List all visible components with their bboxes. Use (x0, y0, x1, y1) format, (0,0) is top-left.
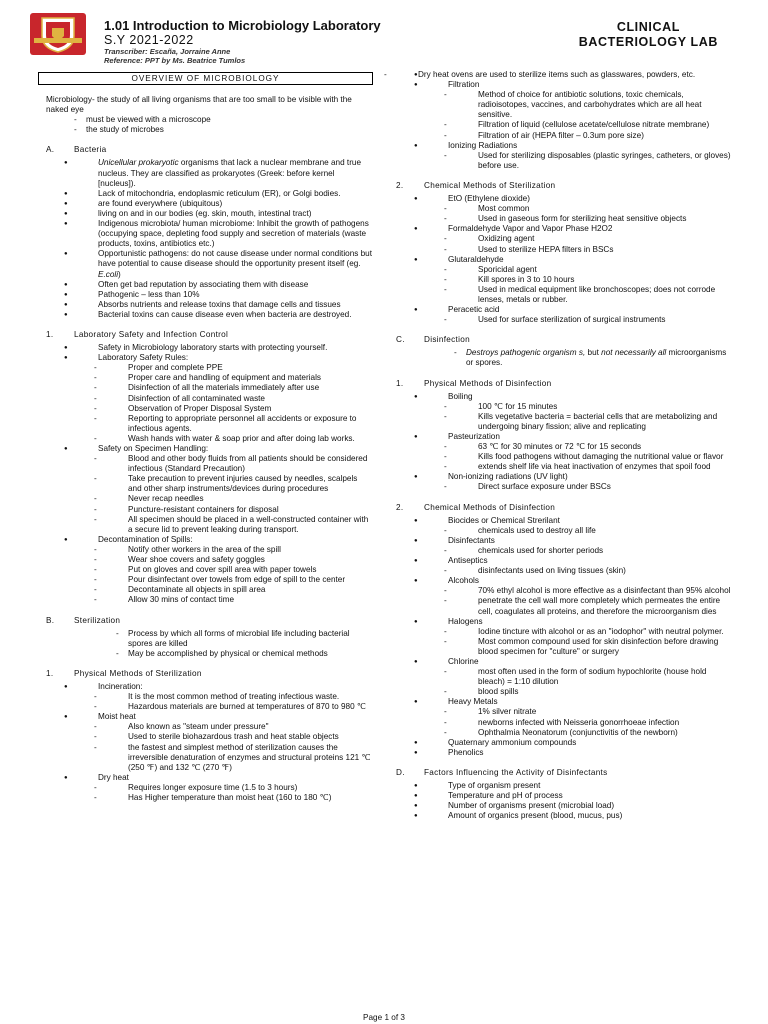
list-item: - Decontaminate all objects in spill area (38, 585, 373, 595)
list-item: - Wash hands with water & soap prior and after doing lab works. (38, 434, 373, 444)
list-item: ● Peracetic acid - Used for surface sterilization of surgical instruments (388, 305, 734, 325)
list-item: ● Bacterial toxins can cause disease even when bacteria are destroyed. (38, 310, 373, 320)
list-item: ● Filtration - Method of choice for antibiotic solutions, toxic chemicals, radioisotopes, vaccines, and carbohydrates which are all heat sensitive. - Filtration of liquid (cellulose acetate/cellulose nitrate membrane) - Filtration of air (HEPA filter – 0.3um pore size) (388, 80, 734, 141)
list-item: - Requires longer exposure time (1.5 to 3 hours) (38, 783, 373, 793)
list-item: - chemicals used for shorter periods (388, 546, 734, 556)
list-item: - Used for sterilizing disposables (plastic syringes, catheters, or gloves) before use. (388, 151, 734, 171)
list-item: - Method of choice for antibiotic solutions, toxic chemicals, radioisotopes, vaccines, and carbohydrates which are all heat sensitive. (388, 90, 734, 120)
list-item: ● Decontamination of Spills: - Notify other workers in the area of the spill - Wear shoe covers and safety goggles - Put on gloves and cover spill area with paper towels - Pour disinfectant over towels from edge of spill to the center - Decontaminate all objects in spill area - Allow 30 mins of contact time (38, 535, 373, 606)
list-item: - Put on gloves and cover spill area with paper towels (38, 565, 373, 575)
list-item: ● Indigenous microbiota/ human microbiome: Inhibit the growth of pathogens (occupying space, depleting food supply and secretion of materials (waste products, toxins, antibiotics etc.) (38, 219, 373, 249)
list-item: ● Heavy Metals - 1% silver nitrate - newborns infected with Neisseria gonorrhoeae infection - Ophthalmia Neonatorum (conjunctivitis of the newborn) (388, 697, 734, 737)
list-item: ● Formaldehyde Vapor and Vapor Phase H2O2 - Oxidizing agent - Used to sterilize HEPA filters in BSCs (388, 224, 734, 254)
list-item: - Puncture-resistant containers for disposal (38, 505, 373, 515)
transcriber-credit: Transcriber: Escaña, Jorraine Anne (104, 47, 231, 56)
section-heading-chemical-disinfection: 2. Chemical Methods of Disinfection (396, 502, 556, 512)
sterilization-list (38, 629, 373, 659)
list-item: ● Alcohols - 70% ethyl alcohol is more effective as a disinfectant than 95% alcohol - penetrate the cell wall more completely which permeates the entire cell, coagulates all proteins, and therefore the microorganism dies (388, 576, 734, 616)
section-heading-bacteria: A. Bacteria (46, 145, 107, 155)
list-item: ● Safety on Specimen Handling: - Blood and other body fluids from all patients should be considered infectious (Standard Precaution) - Take precaution to prevent injuries caused by needles, scalpels and other sharp instruments/devices during procedures - Never recap needles - Puncture-resistant containers for disposal - All specimen should be placed in a well-constructed container with a secure lid to prevent leaking during transport. (38, 444, 373, 535)
list-item: - Kills vegetative bacteria = bacterial cells that are metabolizing and undergoing binary fission; alive and replicating (388, 412, 734, 432)
list-item: ● Lack of mitochondria, endoplasmic reticulum (ER), or Golgi bodies. (38, 189, 373, 199)
list-item: - Most common (388, 204, 734, 214)
list-item: - chemicals used to destroy all life (388, 526, 734, 536)
list-item: - Used to sterile biohazardous trash and heat stable objects (38, 732, 373, 742)
section-heading-disinfection: C. Disinfection (396, 335, 470, 345)
list-item: - Blood and other body fluids from all patients should be considered infectious (Standard Precaution) (38, 454, 373, 474)
list-item: ● Absorbs nutrients and release toxins that damage cells and tissues (38, 300, 373, 310)
specimen-handling-list (98, 454, 373, 535)
list-item: - Used in medical equipment like bronchoscopes; does not corrode lenses, metals or rubber. (388, 285, 734, 305)
list-item: - Sporicidal agent (388, 265, 734, 275)
school-year: S.Y 2021-2022 (104, 33, 194, 47)
overview-heading: OVERVIEW OF MICROBIOLOGY (38, 72, 373, 85)
list-item: - most often used in the form of sodium hypochlorite (house hold bleach) = 1:10 dilution (388, 667, 734, 687)
list-item: - Destroys pathogenic organism s, but not necessarily all microorganisms or spores. (406, 348, 734, 368)
list-item: - 100 ℃ for 15 minutes (388, 402, 734, 412)
left-column (38, 70, 373, 803)
list-item: ● Halogens - Iodine tincture with alcohol or as an "iodophor" with neutral polymer. - Most common compound used for skin disinfection before drawing blood specimen for "culture" or surgery (388, 617, 734, 657)
list-item: - Most common compound used for skin disinfection before drawing blood specimen for "culture" or surgery (388, 637, 734, 657)
list-item: - the fastest and simplest method of sterilization causes the irreversible denaturation of enzymes and structural proteins 121 ℃ (250 ℉) and 132 ℃ (270 ℉) (38, 743, 373, 773)
document-title: 1.01 Introduction to Microbiology Laboratory (104, 18, 381, 33)
list-item: ● Amount of organics present (blood, mucus, pus) (388, 811, 734, 821)
list-item: - Oxidizing agent (388, 234, 734, 244)
list-item: - Iodine tincture with alcohol or as an "iodophor" with neutral polymer. (388, 627, 734, 637)
list-item: - Never recap needles (38, 494, 373, 504)
list-item: - Used in gaseous form for sterilizing heat sensitive objects (388, 214, 734, 224)
list-item: ● Glutaraldehyde - Sporicidal agent - Kill spores in 3 to 10 hours - Used in medical equipment like bronchoscopes; does not corrode lenses, metals or rubber. (388, 255, 734, 305)
list-item: ● Pasteurization - 63 ℃ for 30 minutes or 72 ℃ for 15 seconds - Kills food pathogens without damaging the nutritional value or flavor - extends shelf life via heat inactivation of enzymes that spoil food (388, 432, 734, 472)
list-item: - Has Higher temperature than moist heat (160 to 180 ℃) (38, 793, 373, 803)
list-item: - Wear shoe covers and safety goggles (38, 555, 373, 565)
spill-decontamination-list (98, 545, 373, 606)
course-title: CLINICAL BACTERIOLOGY LAB (578, 20, 718, 49)
list-item: ● Ionizing Radiations - Used for sterilizing disposables (plastic syringes, catheters, or gloves) before use. (388, 141, 734, 171)
bacteria-list (38, 158, 373, 320)
list-item: ● Non-ionizing radiations (UV light) - Direct surface exposure under BSCs (388, 472, 734, 492)
safety-rules-list (98, 363, 373, 444)
section-heading-factors: D. Factors Influencing the Activity of Disinfectants (396, 767, 608, 777)
list-item: - Allow 30 mins of contact time (38, 595, 373, 605)
microbiology-definition: Microbiology- the study of all living organisms that are too small to be visible with the naked eye (46, 95, 352, 115)
list-item: ● living on and in our bodies (eg. skin, mouth, intestinal tract) (38, 209, 373, 219)
list-item: ● Often get bad reputation by associating them with disease (38, 280, 373, 290)
list-item: ● Number of organisms present (microbial load) (388, 801, 734, 811)
physical-sterilization-list (38, 682, 373, 803)
list-item: - Proper and complete PPE (38, 363, 373, 373)
list-item: ● Safety in Microbiology laboratory starts with protecting yourself. (38, 343, 373, 353)
list-item: - Take precaution to prevent injuries caused by needles, scalpels and other sharp instruments/devices during procedures (38, 474, 373, 494)
list-item: ● Disinfectants - chemicals used for shorter periods (388, 536, 734, 556)
list-item: ● Opportunistic pathogens: do not cause disease under normal conditions but have potential to cause disease should the opportunity present itself (eg. E.coli) (38, 249, 373, 279)
list-item: - 1% silver nitrate (388, 707, 734, 717)
list-item: ● Pathogenic – less than 10% (38, 290, 373, 300)
lab-safety-list (38, 343, 373, 605)
physical-disinfection-list (388, 392, 734, 493)
list-item: - All specimen should be placed in a well-constructed container with a secure lid to prevent leaking during transport. (38, 515, 373, 535)
list-item: ● Dry heat - Requires longer exposure time (1.5 to 3 hours) - Has Higher temperature than moist heat (160 to 180 ℃) (38, 773, 373, 803)
reference-credit: Reference: PPT by Ms. Beatrice Tumlos (104, 56, 246, 65)
list-item: - Pour disinfectant over towels from edge of spill to the center (38, 575, 373, 585)
list-item: - must be viewed with a microscope (38, 115, 373, 125)
list-item: - newborns infected with Neisseria gonorrhoeae infection (388, 718, 734, 728)
list-item: - Proper care and handling of equipment and materials (38, 373, 373, 383)
section-heading-lab-safety: 1. Laboratory Safety and Infection Control (46, 329, 229, 339)
list-item: - Hazardous materials are burned at temperatures of 870 to 980 ℃ (38, 702, 373, 712)
document-header (0, 0, 768, 70)
list-item: ● Incineration: - It is the most common method of treating infectious waste. - Hazardous materials are burned at temperatures of 870 to 980 ℃ (38, 682, 373, 712)
section-heading-physical-disinfection: 1. Physical Methods of Disinfection (396, 378, 552, 388)
page-number: Page 1 of 3 (363, 1013, 405, 1022)
list-item: - Observation of Proper Disposal System (38, 404, 373, 414)
list-item: ● Type of organism present (388, 781, 734, 791)
list-item: - May be accomplished by physical or chemical methods (68, 649, 373, 659)
section-heading-sterilization: B. Sterilization (46, 615, 121, 625)
list-item: ● Moist heat - Also known as "steam under pressure" - Used to sterile biohazardous trash and heat stable objects - the fastest and simplest method of sterilization causes the irreversible denaturation of enzymes and structural proteins 121 ℃ (250 ℉) and 132 ℃ (270 ℉) (38, 712, 373, 773)
list-item: - Filtration of air (HEPA filter – 0.3um pore size) (388, 131, 734, 141)
list-item: ● are found everywhere (ubiquitous) (38, 199, 373, 209)
list-item: ● Chlorine - most often used in the form of sodium hypochlorite (house hold bleach) = 1:10 dilution - blood spills (388, 657, 734, 697)
list-item: ● Biocides or Chemical Strerilant - chemicals used to destroy all life (388, 516, 734, 536)
list-item: - ● Dry heat ovens are used to sterilize items such as glasswares, powders, etc. (328, 70, 734, 80)
list-item: - Ophthalmia Neonatorum (conjunctivitis of the newborn) (388, 728, 734, 738)
list-item: ● EtO (Ethylene dioxide) - Most common - Used in gaseous form for sterilizing heat sensitive objects (388, 194, 734, 224)
list-item: - Also known as "steam under pressure" (38, 722, 373, 732)
list-item: ● Temperature and pH of process (388, 791, 734, 801)
physical-sterilization-list-cont (388, 70, 734, 171)
list-item: ● Antiseptics - disinfectants used on living tissues (skin) (388, 556, 734, 576)
list-item: - Direct surface exposure under BSCs (388, 482, 734, 492)
section-heading-physical-sterilization: 1. Physical Methods of Sterilization (46, 668, 202, 678)
section-heading-chemical-sterilization: 2. Chemical Methods of Sterilization (396, 180, 556, 190)
school-logo-icon (28, 12, 88, 56)
list-item: - It is the most common method of treating infectious waste. (38, 692, 373, 702)
list-item: - Used to sterilize HEPA filters in BSCs (388, 245, 734, 255)
list-item: ● Laboratory Safety Rules: - Proper and complete PPE - Proper care and handling of equipment and materials - Disinfection of all the materials immediately after use - Disinfection of all contaminated waste - Observation of Proper Disposal System - Reporting to appropriate personnel all accidents or exposure to infectious agents. - Wash hands with water & soap prior and after doing lab works. (38, 353, 373, 444)
list-item: - Used for surface sterilization of surgical instruments (388, 315, 734, 325)
list-item: - the study of microbes (38, 125, 373, 135)
list-item: ● Unicellular prokaryotic organisms that lack a nuclear membrane and true nucleus. They are classified as prokaryotes (Greek: before kernel [nucleus]). (38, 158, 373, 188)
list-item: - Notify other workers in the area of the spill (38, 545, 373, 555)
list-item: ● Phenolics (388, 748, 734, 758)
list-item: - disinfectants used on living tissues (skin) (388, 566, 734, 576)
list-item: - 70% ethyl alcohol is more effective as a disinfectant than 95% alcohol (388, 586, 734, 596)
list-item: - Disinfection of all the materials immediately after use (38, 383, 373, 393)
list-item: - blood spills (388, 687, 734, 697)
list-item: - extends shelf life via heat inactivation of enzymes that spoil food (388, 462, 734, 472)
list-item: - Kills food pathogens without damaging the nutritional value or flavor (388, 452, 734, 462)
list-item: - 63 ℃ for 30 minutes or 72 ℃ for 15 seconds (388, 442, 734, 452)
list-item: - Process by which all forms of microbial life including bacterial spores are killed (68, 629, 373, 649)
right-column (388, 70, 734, 821)
list-item (388, 70, 734, 80)
disinfection-definition (388, 348, 734, 368)
list-item: - penetrate the cell wall more completely which permeates the entire cell, coagulates all proteins, and therefore the microorganism dies (388, 596, 734, 616)
list-item: - Disinfection of all contaminated waste (38, 394, 373, 404)
list-item: ● Quaternary ammonium compounds (388, 738, 734, 748)
intro-list (38, 115, 373, 135)
list-item: - Reporting to appropriate personnel all accidents or exposure to infectious agents. (38, 414, 373, 434)
list-item: - Filtration of liquid (cellulose acetate/cellulose nitrate membrane) (388, 120, 734, 130)
chemical-sterilization-list (388, 194, 734, 325)
list-item: - Kill spores in 3 to 10 hours (388, 275, 734, 285)
chemical-disinfection-list (388, 516, 734, 758)
factors-list (388, 781, 734, 821)
list-item: ● Boiling - 100 ℃ for 15 minutes - Kills vegetative bacteria = bacterial cells that are metabolizing and undergoing binary fission; alive and replicating (388, 392, 734, 432)
